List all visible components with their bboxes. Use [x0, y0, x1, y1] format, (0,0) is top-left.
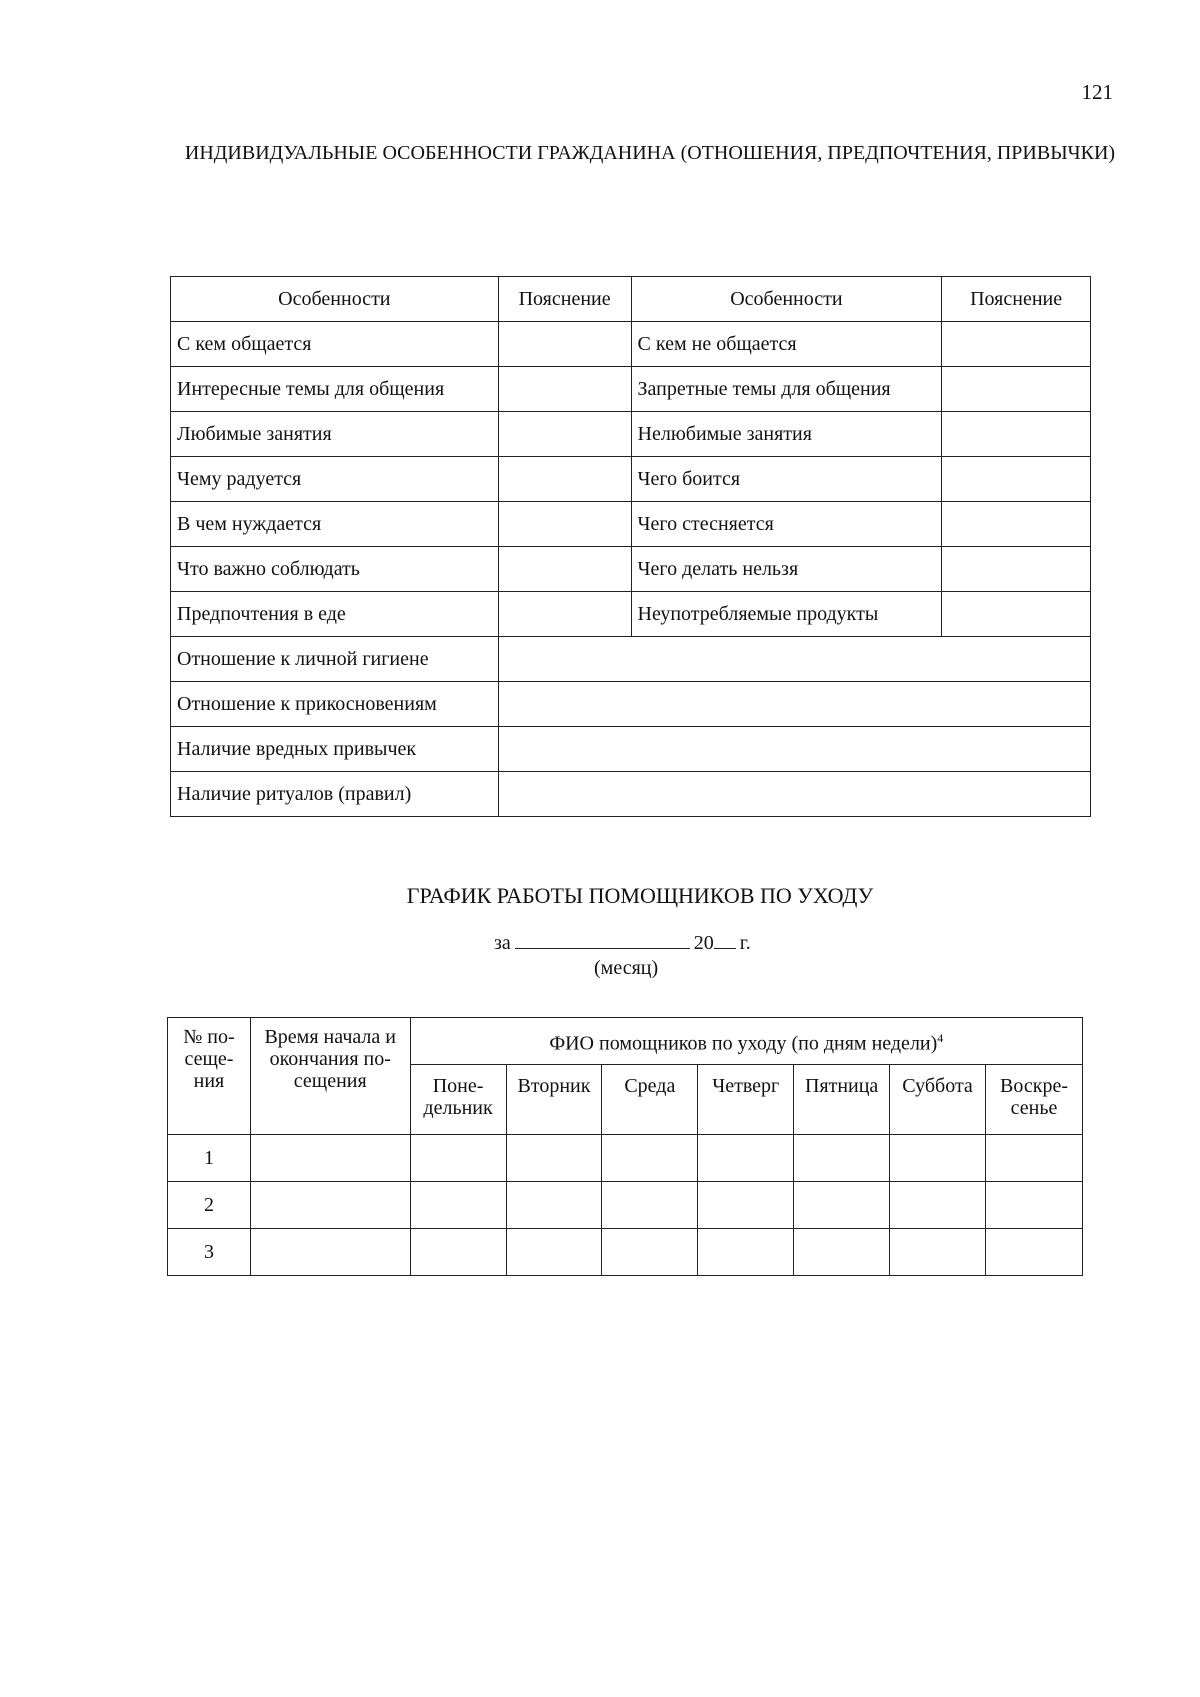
visit-number: 3	[168, 1229, 251, 1276]
visit-number: 1	[168, 1135, 251, 1182]
feature-label-right: Неупотребляемые продукты	[631, 592, 942, 637]
assistant-name-cell[interactable]	[602, 1182, 698, 1229]
assistant-name-cell[interactable]	[890, 1229, 986, 1276]
schedule-header-row	[168, 1018, 1083, 1065]
feature-label-left: С кем общается	[171, 322, 499, 367]
header-day: Вторник	[506, 1065, 602, 1135]
feature-label: Наличие ритуалов (правил)	[171, 772, 499, 817]
schedule-row	[168, 1229, 1083, 1276]
feature-explanation-cell[interactable]	[498, 682, 1090, 727]
year-suffix: г.	[739, 932, 751, 954]
assistant-name-cell[interactable]	[602, 1229, 698, 1276]
assistant-name-cell[interactable]	[506, 1135, 602, 1182]
feature-explanation-right-cell[interactable]	[942, 457, 1091, 502]
year-blank[interactable]	[714, 928, 736, 949]
schedule-row	[168, 1182, 1083, 1229]
header-day: Воскре-сенье	[986, 1065, 1083, 1135]
features-row	[171, 592, 1091, 637]
features-row	[171, 772, 1091, 817]
header-visit-number: № по-сеще-ния	[168, 1018, 251, 1135]
features-row	[171, 637, 1091, 682]
assistant-name-cell[interactable]	[410, 1182, 506, 1229]
header-features-right: Особенности	[631, 277, 942, 322]
features-table	[170, 276, 1091, 817]
header-explanation-right: Пояснение	[942, 277, 1091, 322]
feature-label-left: Интересные темы для общения	[171, 367, 499, 412]
feature-explanation-left-cell[interactable]	[498, 457, 631, 502]
feature-explanation-left-cell[interactable]	[498, 592, 631, 637]
header-day: Пятница	[794, 1065, 890, 1135]
assistant-name-cell[interactable]	[794, 1135, 890, 1182]
header-day: Поне-дельник	[410, 1065, 506, 1135]
header-features-left: Особенности	[171, 277, 499, 322]
feature-explanation-right-cell[interactable]	[942, 322, 1091, 367]
visit-time-cell[interactable]	[250, 1135, 410, 1182]
feature-explanation-right-cell[interactable]	[942, 592, 1091, 637]
features-row	[171, 682, 1091, 727]
assistant-name-cell[interactable]	[698, 1229, 794, 1276]
feature-label-right: Нелюбимые занятия	[631, 412, 942, 457]
feature-explanation-left-cell[interactable]	[498, 367, 631, 412]
feature-explanation-right-cell[interactable]	[942, 412, 1091, 457]
feature-label-right: Чего делать нельзя	[631, 547, 942, 592]
feature-label: Отношение к личной гигиене	[171, 637, 499, 682]
footnote-mark: 4	[937, 1031, 944, 1046]
assistant-name-cell[interactable]	[986, 1229, 1083, 1276]
feature-label: Отношение к прикосновениям	[171, 682, 499, 727]
features-header-row	[171, 277, 1091, 322]
assistant-name-cell[interactable]	[890, 1135, 986, 1182]
assistant-name-cell[interactable]	[698, 1135, 794, 1182]
month-line	[494, 928, 751, 955]
feature-explanation-cell[interactable]	[498, 727, 1090, 772]
feature-explanation-left-cell[interactable]	[498, 322, 631, 367]
feature-label-left: В чем нуждается	[171, 502, 499, 547]
visit-time-cell[interactable]	[250, 1229, 410, 1276]
feature-label-right: С кем не общается	[631, 322, 942, 367]
features-row	[171, 367, 1091, 412]
za-label: за	[494, 932, 511, 954]
assistant-name-cell[interactable]	[794, 1182, 890, 1229]
features-row	[171, 322, 1091, 367]
header-visit-time: Время начала и окончания по-сещения	[250, 1018, 410, 1135]
features-title: ИНДИВИДУАЛЬНЫЕ ОСОБЕННОСТИ ГРАЖДАНИНА (ОТНОШЕНИЯ, ПРЕДПОЧТЕНИЯ, ПРИВЫЧКИ)	[184, 142, 1116, 164]
assistant-name-cell[interactable]	[698, 1182, 794, 1229]
feature-explanation-cell[interactable]	[498, 637, 1090, 682]
schedule-table	[167, 1017, 1083, 1276]
feature-label-right: Чего боится	[631, 457, 942, 502]
assistant-name-cell[interactable]	[986, 1135, 1083, 1182]
feature-label-left: Любимые занятия	[171, 412, 499, 457]
month-caption: (месяц)	[594, 957, 659, 979]
schedule-row	[168, 1135, 1083, 1182]
assistant-name-cell[interactable]	[890, 1182, 986, 1229]
assistant-name-cell[interactable]	[506, 1229, 602, 1276]
visit-time-cell[interactable]	[250, 1182, 410, 1229]
assistant-name-cell[interactable]	[794, 1229, 890, 1276]
assistant-name-cell[interactable]	[410, 1135, 506, 1182]
features-row	[171, 502, 1091, 547]
features-row	[171, 547, 1091, 592]
year-prefix: 20	[693, 932, 714, 954]
feature-explanation-left-cell[interactable]	[498, 547, 631, 592]
feature-label: Наличие вредных привычек	[171, 727, 499, 772]
feature-explanation-right-cell[interactable]	[942, 367, 1091, 412]
feature-explanation-right-cell[interactable]	[942, 547, 1091, 592]
feature-explanation-right-cell[interactable]	[942, 502, 1091, 547]
feature-explanation-left-cell[interactable]	[498, 502, 631, 547]
feature-explanation-cell[interactable]	[498, 772, 1090, 817]
feature-label-left: Чему радуется	[171, 457, 499, 502]
header-day: Четверг	[698, 1065, 794, 1135]
feature-explanation-left-cell[interactable]	[498, 412, 631, 457]
feature-label-right: Запретные темы для общения	[631, 367, 942, 412]
features-row	[171, 412, 1091, 457]
features-row	[171, 727, 1091, 772]
assistant-name-cell[interactable]	[410, 1229, 506, 1276]
header-day: Суббота	[890, 1065, 986, 1135]
page-number: 121	[1081, 80, 1113, 104]
features-row	[171, 457, 1091, 502]
assistant-name-cell[interactable]	[602, 1135, 698, 1182]
month-blank[interactable]	[515, 928, 690, 949]
header-fio	[410, 1018, 1082, 1065]
assistant-name-cell[interactable]	[986, 1182, 1083, 1229]
feature-label-left: Предпочтения в еде	[171, 592, 499, 637]
header-explanation-left: Пояснение	[498, 277, 631, 322]
assistant-name-cell[interactable]	[506, 1182, 602, 1229]
header-day: Среда	[602, 1065, 698, 1135]
header-fio-text: ФИО помощников по уходу (по дням недели)	[549, 1032, 938, 1055]
feature-label-right: Чего стесняется	[631, 502, 942, 547]
feature-label-left: Что важно соблюдать	[171, 547, 499, 592]
schedule-title: ГРАФИК РАБОТЫ ПОМОЩНИКОВ ПО УХОДУ	[406, 883, 874, 908]
visit-number: 2	[168, 1182, 251, 1229]
